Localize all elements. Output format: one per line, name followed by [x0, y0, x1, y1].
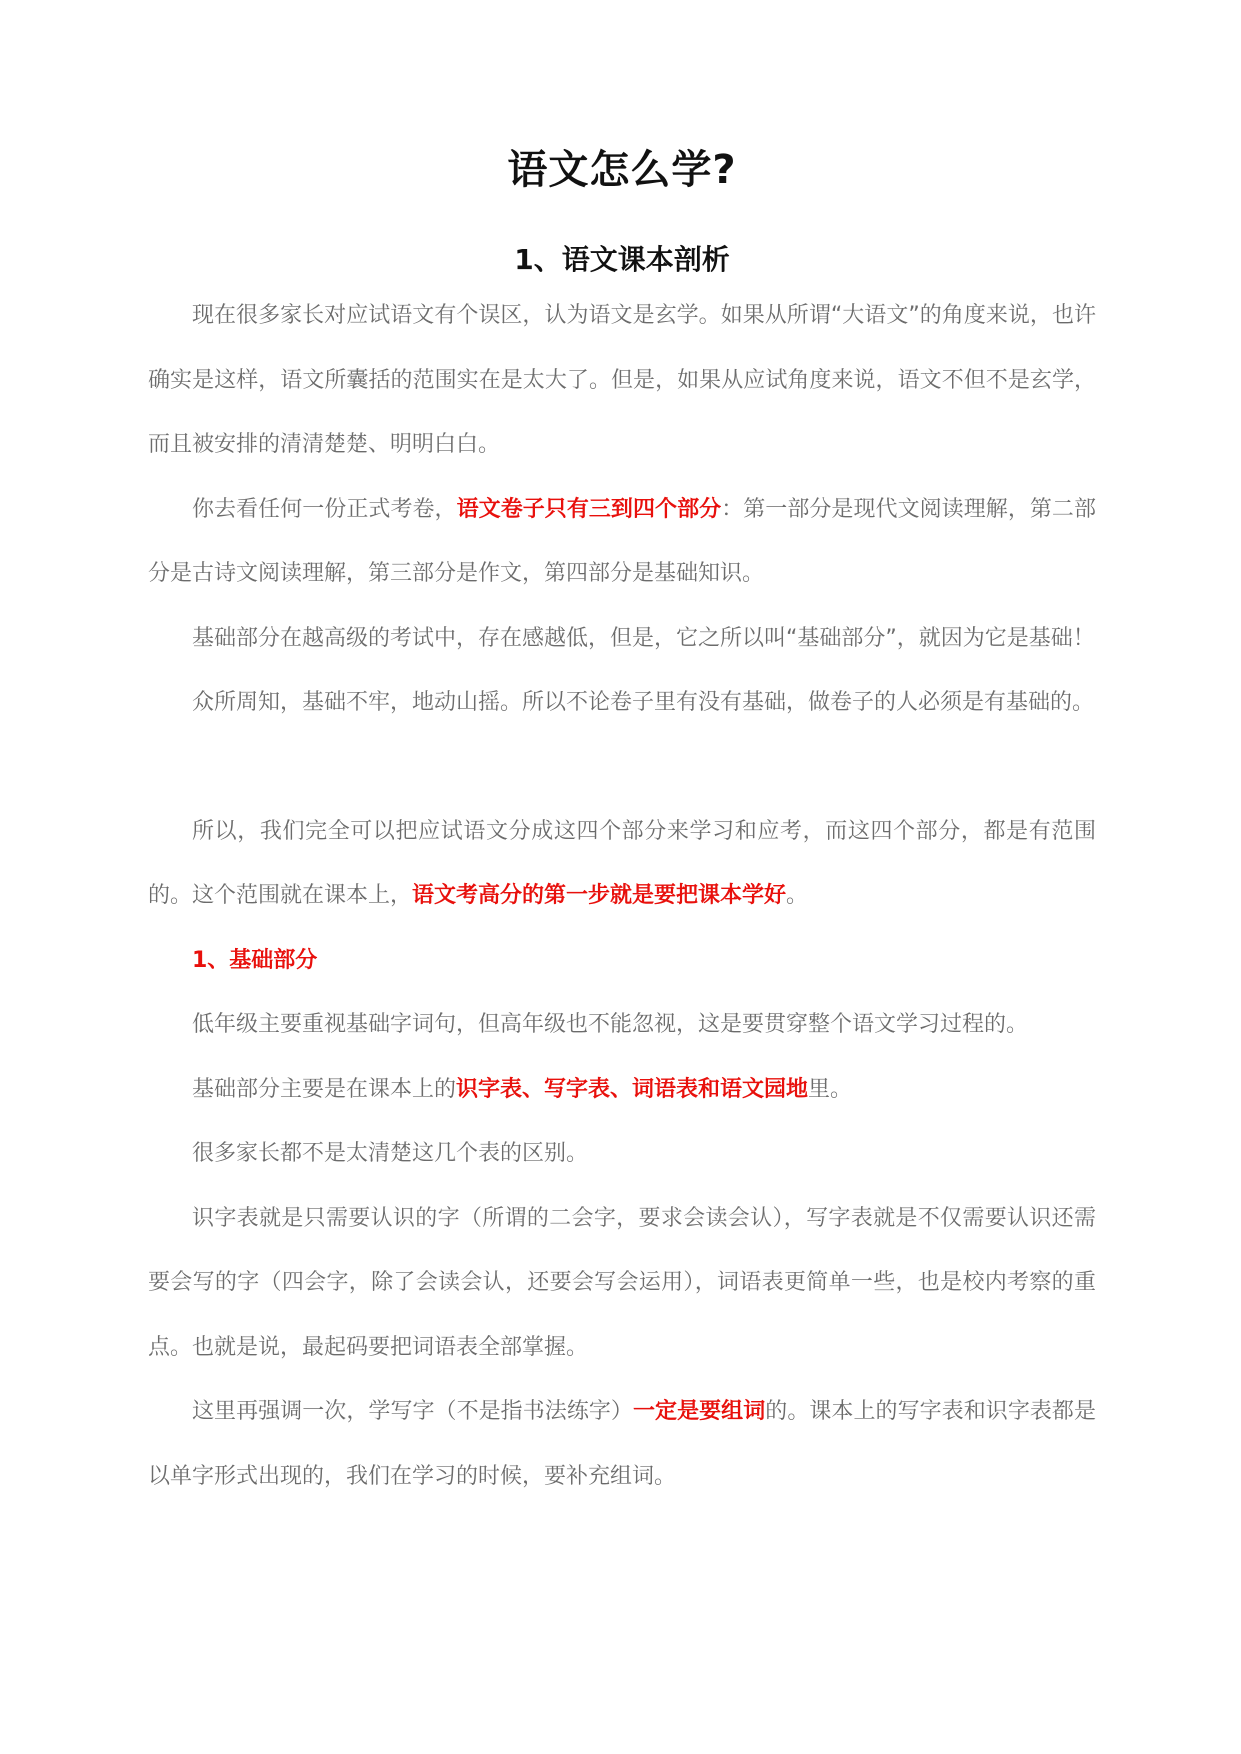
paragraph-basics: 基础部分在越高级的考试中，存在感越低，但是，它之所以叫“基础部分”，就因为它是基础！ [192, 625, 1095, 651]
paragraph-grade-levels: 低年级主要重视基础字词句，但高年级也不能忽视，这是要贯穿整个语文学习过程的。 [192, 1012, 1029, 1037]
section-heading: 1、语文课本剖析 [514, 243, 730, 276]
paragraph-misconception: 现在很多家长对应试语文有个误区，认为语文是玄学。如果从所谓“大语文”的角度来说，也许确实是这样，语文所囊括的范围实在是太大了。但是，如果从应试角度来说，语文不但不是玄学，而且被安排的清清楚楚、明明白白。 [148, 303, 1096, 457]
paragraph-text: 。 [786, 883, 809, 908]
highlight-text: 识字表、写字表、词语表和语文园地 [456, 1076, 809, 1102]
paragraph-text: 这里再强调一次，学写字（不是指书法练字） [192, 1399, 633, 1424]
highlight-text: 一定是要组词 [632, 1399, 766, 1424]
paragraph-text: 里。 [808, 1076, 853, 1102]
page-title: 语文怎么学? [507, 147, 737, 193]
document-page [148, 140, 1096, 1509]
subheading-basics: 1、基础部分 [192, 947, 318, 973]
paragraph-word-building [148, 1380, 1096, 1509]
paragraph-table-differences: 识字表就是只需要认识的字（所谓的二会字，要求会读会认），写字表就是不仅需要认识还需要会写的字（四会字，除了会读会认，还要会写会运用），词语表更简单一些，也是校内考察的重点。也就是说，最起码要把词语表全部掌握。 [148, 1205, 1096, 1360]
paragraph-parents: 很多家长都不是太清楚这几个表的区别。 [192, 1141, 589, 1166]
paragraph-text: 的。课本上的写字表和识字表都是以单字形式出现的，我们在学习的时候，要补充组词。 [148, 1399, 1096, 1489]
highlight-text: 语文卷子只有三到四个部分 [456, 496, 722, 522]
paragraph-tables [148, 1058, 1096, 1123]
paragraph-text: ：第一部分是现代文阅读理解，第二部分是古诗文阅读理解，第三部分是作文，第四部分是基础知识。 [148, 496, 1096, 586]
paragraph-text: 你去看任何一份正式考卷， [192, 496, 457, 522]
highlight-text: 语文考高分的第一步就是要把课本学好 [412, 883, 787, 908]
paragraph-textbook [148, 800, 1096, 929]
paragraph-exam-parts [148, 478, 1096, 607]
paragraph-foundation: 众所周知，基础不牢，地动山摇。所以不论卷子里有没有基础，做卷子的人必须是有基础的。 [192, 690, 1095, 715]
paragraph-text: 基础部分主要是在课本上的 [192, 1076, 457, 1102]
paragraph-text: 所以，我们完全可以把应试语文分成这四个部分来学习和应考，而这四个部分，都是有范围的。这个范围就在课本上， [148, 818, 1096, 908]
